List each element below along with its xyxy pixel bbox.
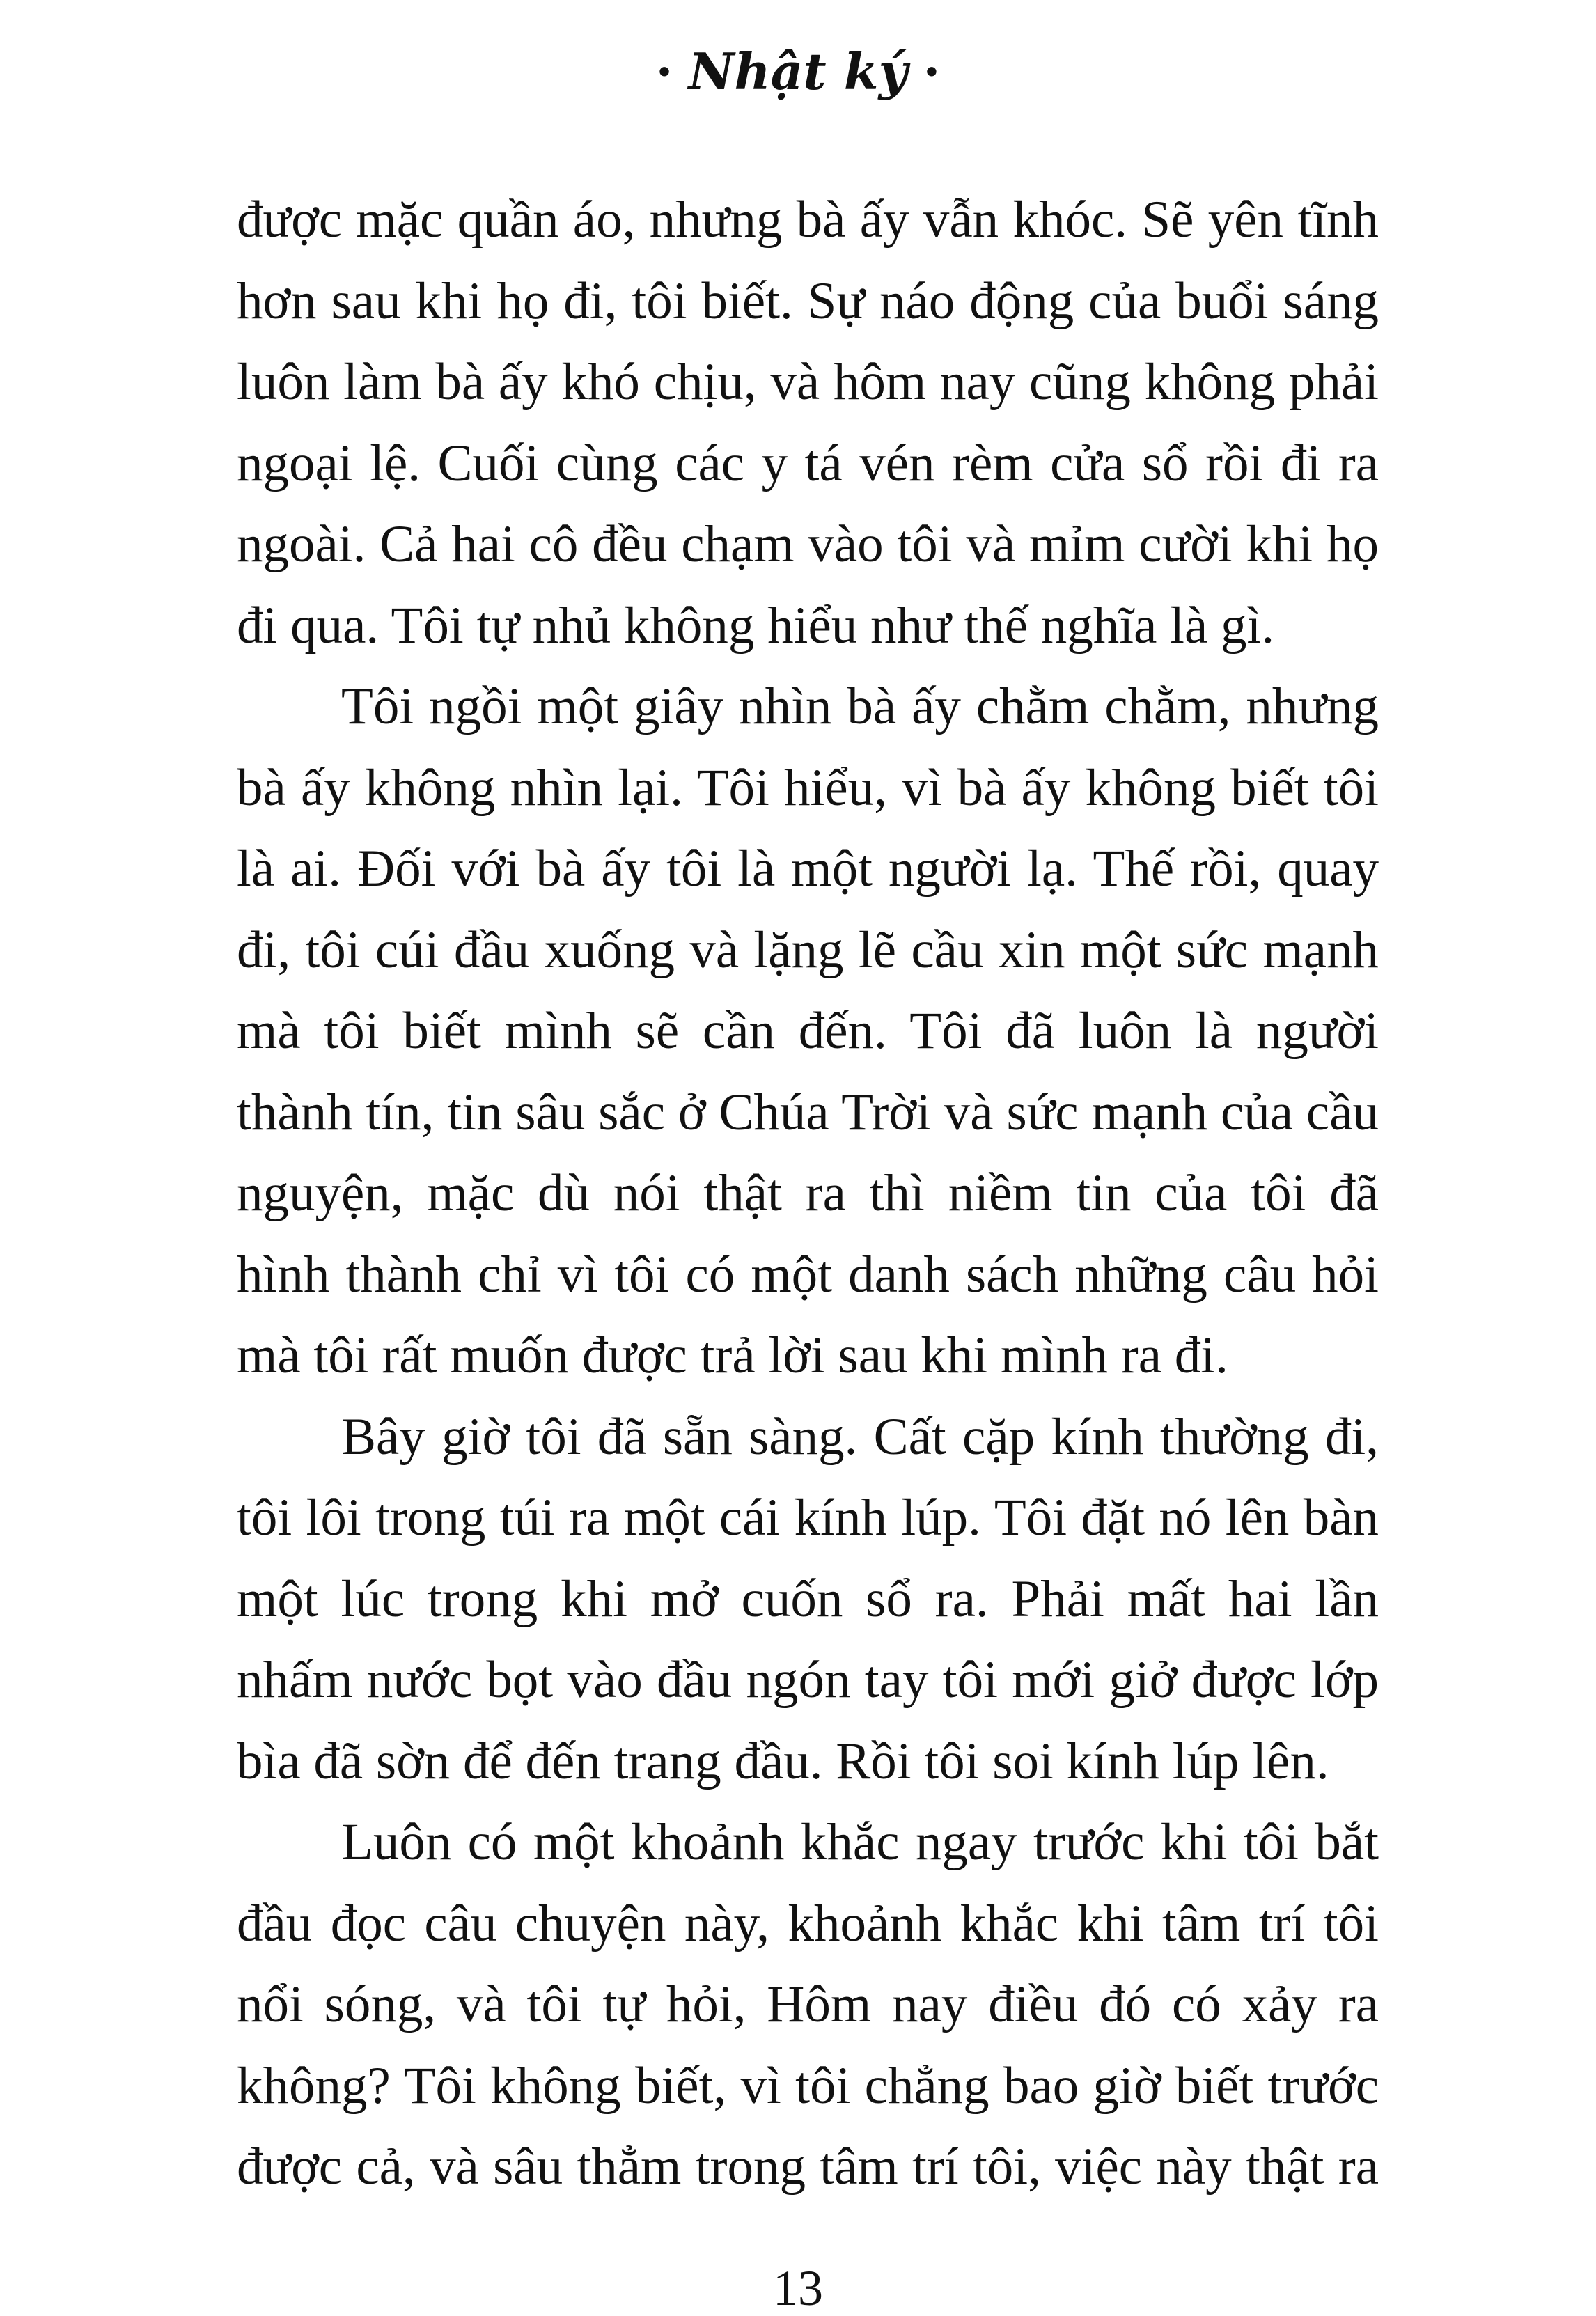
text-line: tôi lôi trong túi ra một cái kính lúp. Tôi đặt nó lên bàn	[237, 1489, 1379, 1547]
paragraph	[237, 1397, 1379, 1803]
text-line: đầu đọc câu chuyện này, khoảnh khắc khi tâm trí tôi	[237, 1894, 1379, 1953]
running-head-ornament-right: ·	[923, 42, 941, 101]
text-line: không? Tôi không biết, vì tôi chẳng bao giờ biết trước	[237, 2056, 1379, 2115]
text-line: nhấm nước bọt vào đầu ngón tay tôi mới giở được lớp	[237, 1651, 1379, 1709]
text-line: ngoài. Cả hai cô đều chạm vào tôi và mỉm cười khi họ	[237, 515, 1379, 573]
running-head-title: Nhật ký	[688, 42, 908, 101]
text-line: nguyện, mặc dù nói thật ra thì niềm tin của tôi đã	[237, 1164, 1379, 1222]
paragraph	[237, 1802, 1379, 2208]
text-line: bà ấy không nhìn lại. Tôi hiểu, vì bà ấy không biết tôi	[237, 758, 1379, 817]
text-line: đi qua. Tôi tự nhủ không hiểu như thế nghĩa là gì.	[237, 596, 1275, 655]
text-line: được cả, và sâu thẳm trong tâm trí tôi, việc này thật ra	[237, 2138, 1379, 2196]
text-line: đi, tôi cúi đầu xuống và lặng lẽ cầu xin một sức mạnh	[237, 921, 1379, 979]
paragraph	[237, 666, 1379, 1397]
text-line: Tôi ngồi một giây nhìn bà ấy chằm chằm, nhưng	[341, 678, 1379, 735]
body-text	[237, 180, 1379, 2208]
text-line: Luôn có một khoảnh khắc ngay trước khi tôi bắt	[341, 1813, 1379, 1871]
text-line: một lúc trong khi mở cuốn sổ ra. Phải mất hai lần	[237, 1570, 1379, 1628]
text-line: nổi sóng, và tôi tự hỏi, Hôm nay điều đó có xảy ra	[237, 1975, 1379, 2033]
page-number: 13	[773, 2260, 823, 2316]
text-line: hơn sau khi họ đi, tôi biết. Sự náo động của buổi sáng	[237, 272, 1379, 330]
text-line: thành tín, tin sâu sắc ở Chúa Trời và sức mạnh của cầu	[237, 1083, 1379, 1141]
running-head	[0, 40, 1596, 103]
running-head-ornament-left: ·	[655, 42, 673, 101]
text-line: bìa đã sờn để đến trang đầu. Rồi tôi soi kính lúp lên.	[237, 1732, 1329, 1790]
text-line: ngoại lệ. Cuối cùng các y tá vén rèm cửa sổ rồi đi ra	[237, 434, 1379, 492]
text-line: hình thành chỉ vì tôi có một danh sách những câu hỏi	[237, 1245, 1379, 1304]
text-line: mà tôi biết mình sẽ cần đến. Tôi đã luôn là người	[237, 1002, 1379, 1060]
text-line: Bây giờ tôi đã sẵn sàng. Cất cặp kính thường đi,	[341, 1407, 1379, 1466]
text-line: luôn làm bà ấy khó chịu, và hôm nay cũng không phải	[237, 353, 1379, 411]
text-line: được mặc quần áo, nhưng bà ấy vẫn khóc. Sẽ yên tĩnh	[237, 191, 1379, 249]
text-line: là ai. Đối với bà ấy tôi là một người lạ. Thế rồi, quay	[237, 840, 1379, 898]
paragraph	[237, 180, 1379, 666]
text-line: mà tôi rất muốn được trả lời sau khi mình ra đi.	[237, 1327, 1228, 1384]
